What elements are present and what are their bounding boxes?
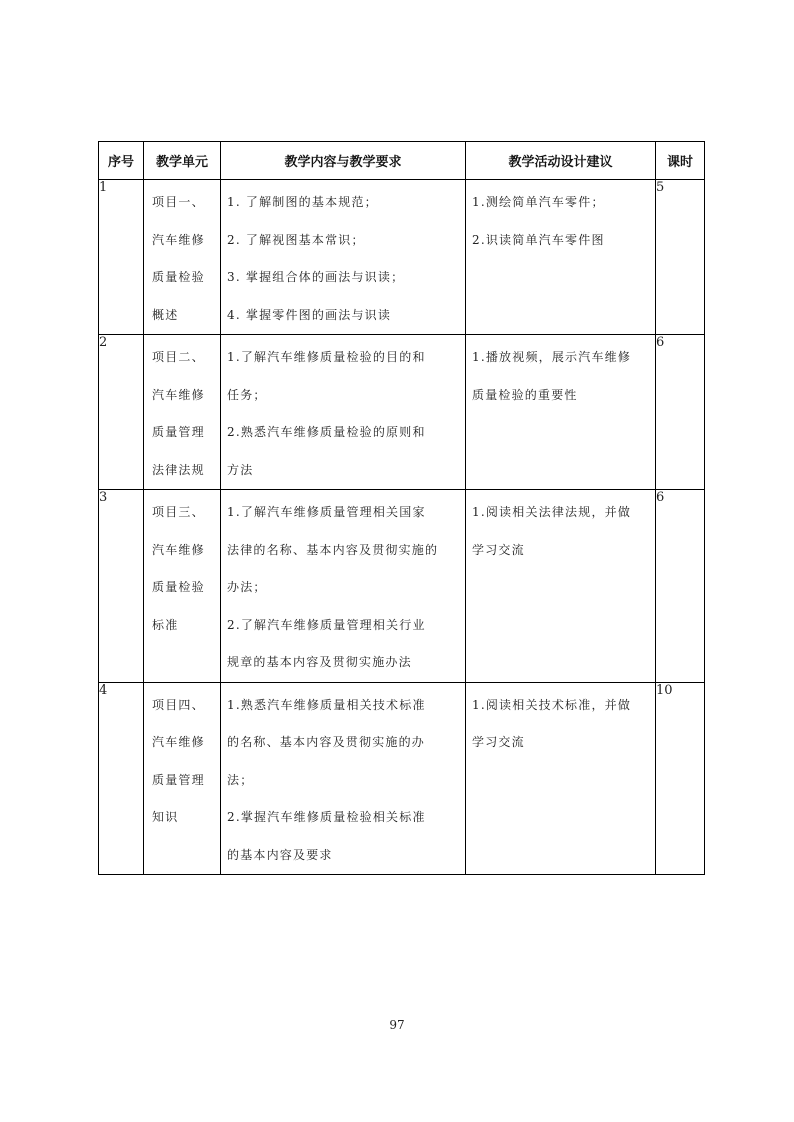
row-unit (144, 335, 221, 490)
unit-line: 汽车维修 (152, 232, 205, 247)
activity-line: 学习交流 (472, 735, 525, 749)
unit-line: 项目四、 (152, 697, 205, 712)
unit-line: 质量管理 (152, 425, 205, 439)
row-unit (144, 490, 221, 683)
content-line: 的名称、基本内容及贯彻实施的办 (227, 735, 426, 749)
unit-line: 法律法规 (152, 462, 205, 477)
content-line: 1.熟悉汽车维修质量相关技术标准 (227, 697, 426, 712)
content-line: 任务； (227, 387, 267, 402)
row-unit (144, 180, 221, 335)
content-line: 办法； (227, 580, 267, 594)
row-hours: 6 (656, 335, 705, 490)
activity-line: 1.阅读相关技术标准，并做 (472, 697, 632, 712)
row-hours: 6 (656, 490, 705, 683)
unit-line: 质量检验 (152, 580, 205, 594)
unit-line: 汽车维修 (152, 542, 205, 557)
activity-line: 1.播放视频，展示汽车维修 (472, 350, 632, 364)
row-activity (466, 682, 656, 875)
table-row (99, 335, 705, 490)
activity-line: 2.识读简单汽车零件图 (472, 232, 605, 247)
header-seq: 序号 (99, 142, 144, 180)
activity-line: 质量检验的重要性 (472, 387, 578, 402)
content-line: 2. 了解视图基本常识； (227, 232, 365, 247)
unit-line: 汽车维修 (152, 387, 205, 402)
table-row (99, 490, 705, 683)
row-content (221, 490, 466, 683)
content-line: 2.熟悉汽车维修质量检验的原则和 (227, 425, 426, 439)
row-hours: 10 (656, 682, 705, 875)
syllabus-table (98, 141, 705, 875)
content-line: 法； (227, 772, 254, 787)
unit-line: 项目三、 (152, 505, 205, 519)
activity-line: 1.测绘简单汽车零件； (472, 195, 605, 209)
content-line: 3. 掌握组合体的画法与识读； (227, 270, 405, 284)
content-line: 1. 了解制图的基本规范； (227, 195, 378, 209)
row-hours: 5 (656, 180, 705, 335)
header-activity: 教学活动设计建议 (466, 142, 656, 180)
row-activity (466, 180, 656, 335)
table-row (99, 682, 705, 875)
page-number: 97 (389, 1018, 405, 1032)
unit-line: 知识 (152, 810, 179, 824)
activity-line: 学习交流 (472, 542, 525, 557)
row-unit (144, 682, 221, 875)
unit-line: 概述 (152, 307, 179, 322)
row-activity (466, 335, 656, 490)
unit-line: 质量管理 (152, 772, 205, 787)
content-line: 4. 掌握零件图的画法与识读 (227, 307, 392, 322)
header-row (99, 142, 705, 180)
header-unit: 教学单元 (144, 142, 221, 180)
content-line: 1.了解汽车维修质量管理相关国家 (227, 505, 426, 519)
row-content (221, 682, 466, 875)
header-hours: 课时 (656, 142, 705, 180)
unit-line: 项目一、 (152, 195, 205, 209)
unit-line: 项目二、 (152, 350, 205, 364)
table-row (99, 180, 705, 335)
content-line: 2.了解汽车维修质量管理相关行业 (227, 617, 426, 632)
header-content: 教学内容与教学要求 (221, 142, 466, 180)
content-line: 法律的名称、基本内容及贯彻实施的 (227, 542, 439, 557)
row-activity (466, 490, 656, 683)
row-content (221, 180, 466, 335)
row-seq: 4 (99, 682, 144, 875)
content-line: 1.了解汽车维修质量检验的目的和 (227, 350, 426, 364)
row-content (221, 335, 466, 490)
content-line: 的基本内容及要求 (227, 847, 333, 862)
activity-line: 1.阅读相关法律法规，并做 (472, 505, 632, 519)
content-line: 规章的基本内容及贯彻实施办法 (227, 655, 412, 669)
unit-line: 汽车维修 (152, 735, 205, 749)
row-seq: 3 (99, 490, 144, 683)
content-line: 2.掌握汽车维修质量检验相关标准 (227, 810, 426, 824)
content-line: 方法 (227, 462, 254, 477)
row-seq: 1 (99, 180, 144, 335)
unit-line: 标准 (152, 617, 179, 632)
row-seq: 2 (99, 335, 144, 490)
unit-line: 质量检验 (152, 270, 205, 284)
